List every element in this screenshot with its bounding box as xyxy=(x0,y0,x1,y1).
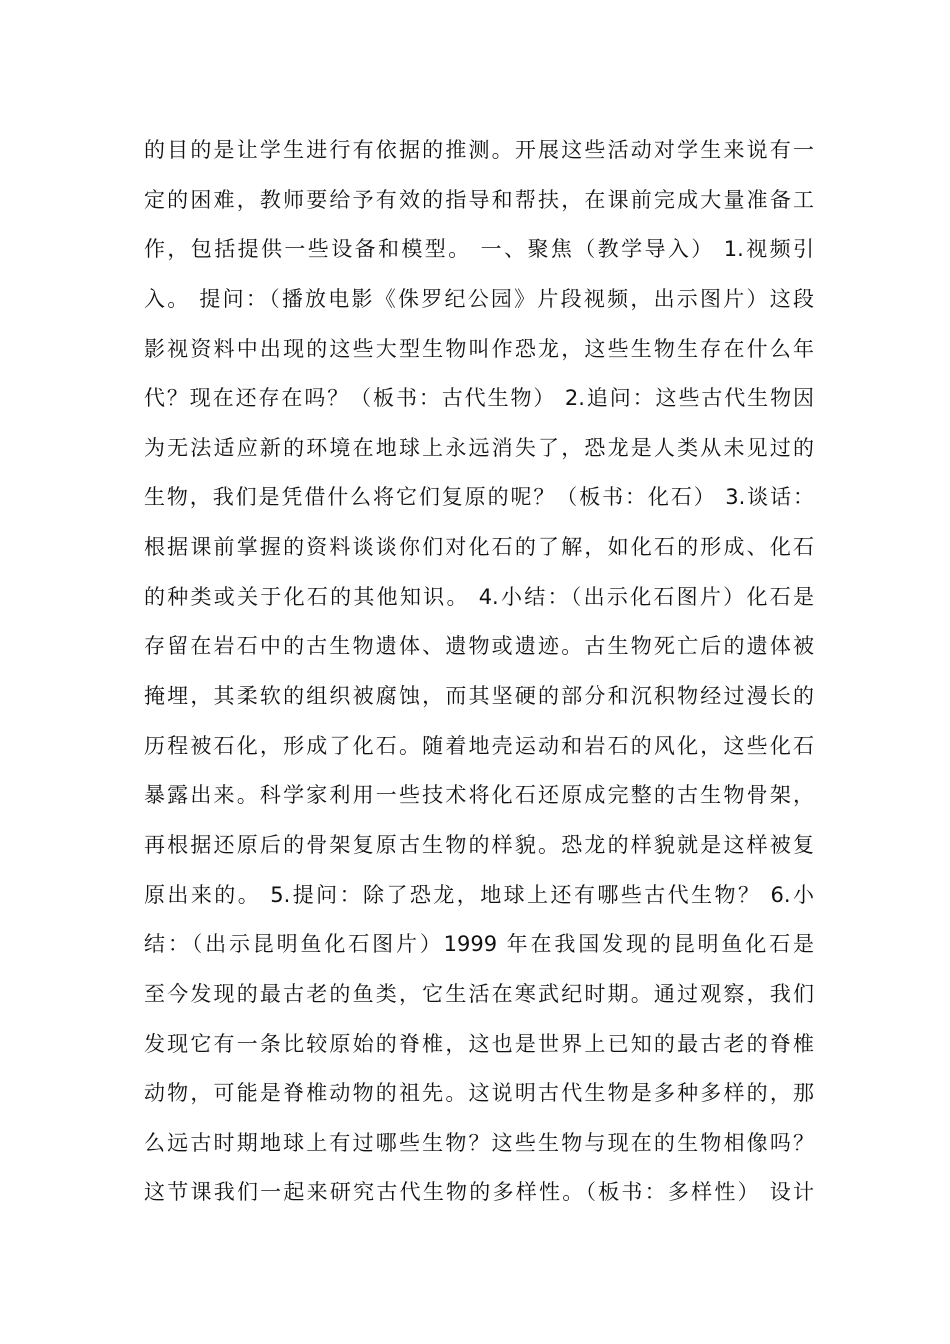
text-line: 入。 提问：（播放电影《侏罗纪公园》片段视频，出示图片）这段 xyxy=(144,286,814,311)
text-line: 的种类或关于化石的其他知识。 4.小结：（出示化石图片）化石是 xyxy=(144,584,814,609)
text-line: 代？现在还存在吗？（板书：古代生物） 2.追问：这些古代生物因 xyxy=(144,386,814,411)
text-line: 存留在岩石中的古生物遗体、遗物或遗迹。古生物死亡后的遗体被 xyxy=(144,634,814,659)
text-line: 历程被石化，形成了化石。随着地壳运动和岩石的风化，这些化石 xyxy=(144,733,814,758)
text-line: 暴露出来。科学家利用一些技术将化石还原成完整的古生物骨架， xyxy=(144,783,814,808)
text-line: 原出来的。 5.提问：除了恐龙，地球上还有哪些古代生物？ 6.小 xyxy=(144,882,814,907)
body-text xyxy=(144,126,814,1218)
text-line: 作，包括提供一些设备和模型。 一、聚焦（教学导入） 1.视频引 xyxy=(144,237,814,262)
text-line: 根据课前掌握的资料谈谈你们对化石的了解，如化石的形成、化石 xyxy=(144,535,814,560)
text-line: 的目的是让学生进行有依据的推测。开展这些活动对学生来说有一 xyxy=(144,138,814,162)
text-line: 动物，可能是脊椎动物的祖先。这说明古代生物是多种多样的，那 xyxy=(144,1081,814,1106)
text-line: 影视资料中出现的这些大型生物叫作恐龙，这些生物生存在什么年 xyxy=(144,336,814,361)
text-line: 发现它有一条比较原始的脊椎，这也是世界上已知的最古老的脊椎 xyxy=(144,1031,814,1056)
text-line: 这节课我们一起来研究古代生物的多样性。（板书：多样性） 设计 xyxy=(144,1180,814,1205)
text-line: 再根据还原后的骨架复原古生物的样貌。恐龙的样貌就是这样被复 xyxy=(144,832,814,857)
text-line: 为无法适应新的环境在地球上永远消失了，恐龙是人类从未见过的 xyxy=(144,435,814,460)
text-line: 结：（出示昆明鱼化石图片）1999 年在我国发现的昆明鱼化石是 xyxy=(144,932,814,957)
text-line: 掩埋，其柔软的组织被腐蚀，而其坚硬的部分和沉积物经过漫长的 xyxy=(144,684,814,709)
text-line: 么远古时期地球上有过哪些生物？这些生物与现在的生物相像吗？ xyxy=(144,1130,814,1155)
text-line: 定的困难，教师要给予有效的指导和帮扶，在课前完成大量准备工 xyxy=(144,187,814,212)
text-line: 生物，我们是凭借什么将它们复原的呢？（板书：化石） 3.谈话： xyxy=(144,485,814,510)
text-line: 至今发现的最古老的鱼类，它生活在寒武纪时期。通过观察，我们 xyxy=(144,981,814,1006)
